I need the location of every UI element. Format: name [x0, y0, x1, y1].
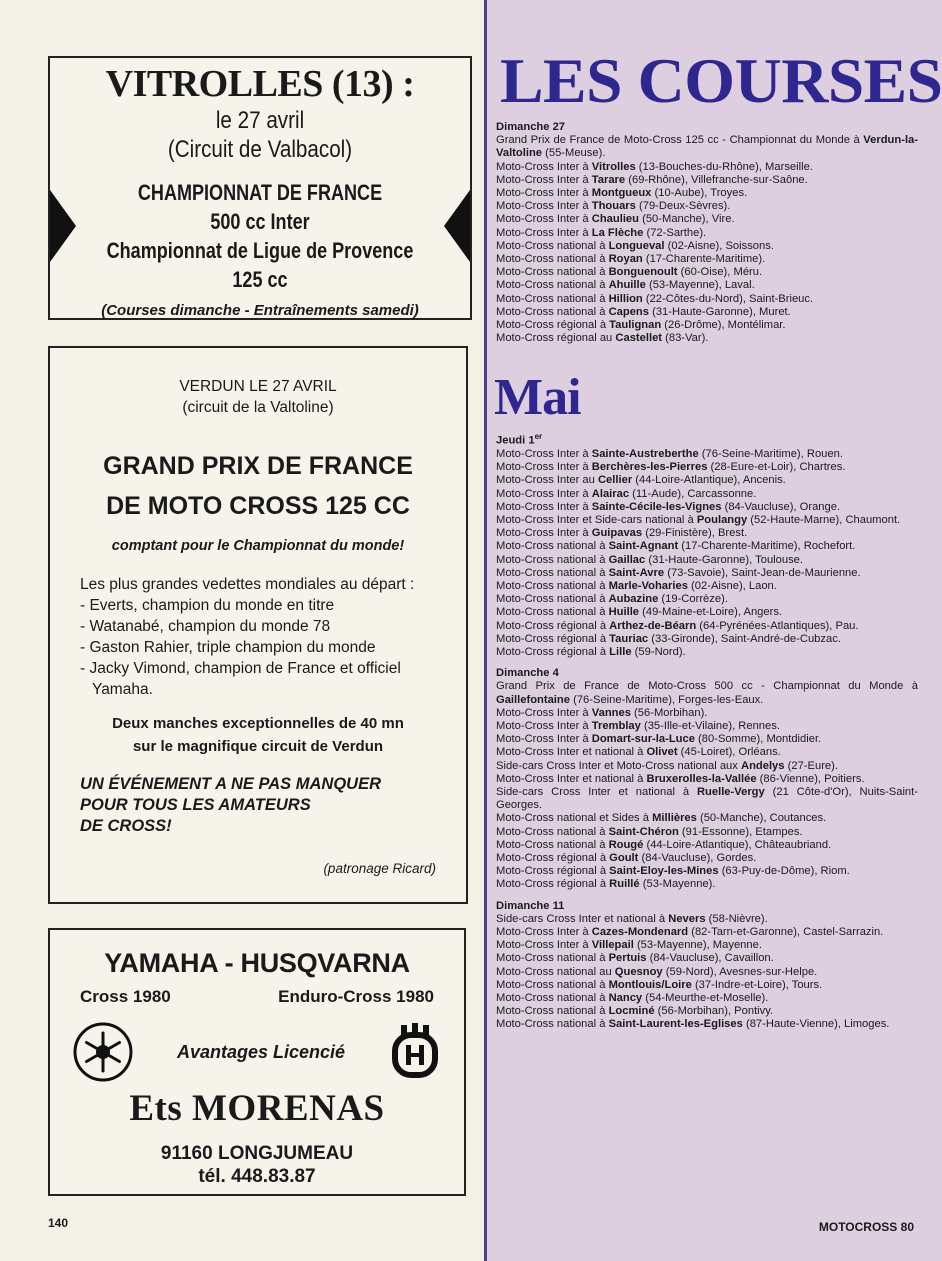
- race-entry: Moto-Cross Inter à Chaulieu (50-Manche), Vire.: [496, 213, 735, 226]
- column-divider: [484, 0, 487, 1261]
- page-title: LES COURSES: [500, 45, 942, 116]
- race-entry: Moto-Cross national à Marle-Voharies (02-Aisne), Laon.: [496, 579, 777, 592]
- race-entry: Moto-Cross Inter à Domart-sur-la-Luce (80-Somme), Montdidier.: [496, 733, 822, 746]
- rider-item: - Gaston Rahier, triple champion du monde: [80, 639, 376, 656]
- race-entry: Moto-Cross Inter à Villepail (53-Mayenne), Mayenne.: [496, 939, 762, 952]
- race-entry: Moto-Cross régional au Castellet (83-Var).: [496, 332, 709, 345]
- yamaha-logo-icon: [72, 1021, 134, 1083]
- race-entry: Moto-Cross Inter au Cellier (44-Loire-Atlantique), Ancenis.: [496, 474, 786, 487]
- race-entry: Moto-Cross Inter à Tarare (69-Rhône), Villefranche-sur-Saône.: [496, 173, 808, 186]
- right-arrow-shape: [444, 190, 470, 262]
- race-entry: Moto-Cross national à Ahuille (53-Mayenne), Laval.: [496, 279, 755, 292]
- race-entry: Moto-Cross Inter à La Flèche (72-Sarthe).: [496, 226, 707, 239]
- ad-verdun-caps1: UN ÉVÉNEMENT A NE PAS MANQUER: [80, 775, 381, 793]
- ad-vitrolles-date: le 27 avril: [215, 107, 305, 134]
- ad-morenas-phone: tél. 448.83.87: [198, 1166, 316, 1187]
- may-race-list: [496, 430, 918, 1032]
- race-entry: Moto-Cross Inter à Thouars (79-Deux-Sèvres).: [496, 200, 731, 213]
- race-entry: Moto-Cross national au Quesnoy (59-Nord), Avesnes-sur-Helpe.: [496, 965, 818, 978]
- race-entry: Moto-Cross Inter et Side-cars national à Poulangy (52-Haute-Marne), Chaumont.: [496, 513, 901, 526]
- magazine-footer: MOTOCROSS 80: [818, 1220, 914, 1234]
- race-entry: Moto-Cross national à Bonguenoult (60-Oise), Méru.: [496, 266, 763, 279]
- race-lines: [496, 448, 918, 659]
- ad-vitrolles-line2: 500 cc Inter: [210, 209, 310, 234]
- race-entry: Moto-Cross régional à Arthez-de-Béarn (64-Pyrénées-Atlantiques), Pau.: [496, 619, 859, 632]
- ad-morenas-cross: Cross 1980: [80, 987, 171, 1006]
- race-entry: Moto-Cross Inter à Sainte-Cécile-les-Vignes (84-Vaucluse), Orange.: [496, 500, 841, 513]
- race-entry: Moto-Cross Inter à Vitrolles (13-Bouches-du-Rhône), Marseille.: [496, 160, 813, 173]
- race-entry: Moto-Cross national à Aubazine (19-Corrèze).: [496, 593, 728, 606]
- race-entry: Moto-Cross national à Pertuis (84-Vaucluse), Cavaillon.: [496, 952, 774, 965]
- page-number: 140: [48, 1216, 69, 1230]
- race-lines: [496, 913, 918, 1032]
- ad-verdun-intro: Les plus grandes vedettes mondiales au départ :: [80, 576, 415, 593]
- section-heading: Dimanche 27: [496, 121, 566, 133]
- race-entry: Moto-Cross Inter et national à Olivet (45-Loiret), Orléans.: [496, 746, 781, 759]
- ad-verdun-bold1: Deux manches exceptionnelles de 40 mn: [112, 715, 404, 732]
- ad-morenas-logos-row: [50, 1021, 464, 1083]
- race-entry: Moto-Cross Inter à Montgueux (10-Aube), Troyes.: [496, 187, 748, 200]
- race-entry: Moto-Cross Inter et national à Bruxerolles-la-Vallée (86-Vienne), Poitiers.: [496, 772, 865, 785]
- race-entry: Moto-Cross national à Gaillac (31-Haute-Garonne), Toulouse.: [496, 553, 804, 566]
- race-entry: Moto-Cross national à Saint-Avre (73-Savoie), Saint-Jean-de-Maurienne.: [496, 566, 861, 579]
- race-entry: Side-cars Cross Inter et Moto-Cross national aux Andelys (27-Eure).: [496, 759, 838, 772]
- race-entry: Moto-Cross Inter à Tremblay (35-Ille-et-Vilaine), Rennes.: [496, 720, 780, 732]
- ad-vitrolles-circuit: (Circuit de Valbacol): [167, 136, 353, 163]
- section-heading-jeudi: Jeudi 1er: [496, 432, 543, 447]
- ad-verdun-caps3: DE CROSS!: [80, 817, 172, 835]
- rider-item: - Everts, champion du monde en titre: [80, 597, 335, 614]
- section-heading: Dimanche 11: [496, 899, 565, 912]
- race-entry: Side-cars Cross Inter et national à Ruelle-Vergy (21 Côte-d'Or), Nuits-Saint-Georges.: [496, 786, 918, 812]
- ad-verdun-patronage: (patronage Ricard): [323, 861, 436, 876]
- race-entry: Moto-Cross national à Nancy (54-Meurthe-et-Moselle).: [496, 992, 769, 1005]
- ad-verdun-head2: DE MOTO CROSS 125 CC: [106, 492, 410, 520]
- ad-verdun-subtitle: comptant pour le Championnat du monde!: [111, 538, 405, 554]
- ad-vitrolles-title: VITROLLES (13) :: [105, 63, 415, 105]
- race-entry: Grand Prix de France de Moto-Cross 500 cc - Championnat du Monde à Gaillefontaine (76-Seine-Maritime), Forges-les-Eaux.: [496, 680, 918, 706]
- race-entry: Moto-Cross régional à Taulignan (26-Drôme), Montélimar.: [496, 319, 786, 332]
- april-race-list: [496, 121, 918, 345]
- race-entry: Moto-Cross national et Sides à Millières (50-Manche), Coutances.: [496, 812, 827, 825]
- ad-verdun-line2: (circuit de la Valtoline): [182, 399, 334, 416]
- race-entry: Moto-Cross régional à Lille (59-Nord).: [496, 645, 686, 658]
- race-entry: Moto-Cross régional à Goult (84-Vaucluse), Gordes.: [496, 852, 757, 865]
- ad-morenas-enduro: Enduro-Cross 1980: [278, 987, 434, 1006]
- race-entry: Moto-Cross Inter à Guipavas (29-Finistère), Brest.: [496, 527, 748, 540]
- race-entry: Moto-Cross national à Capens (31-Haute-Garonne), Muret.: [496, 305, 791, 318]
- left-arrow-shape: [50, 190, 76, 262]
- race-lines: [496, 680, 918, 891]
- race-entry: Moto-Cross national à Hillion (22-Côtes-du-Nord), Saint-Brieuc.: [496, 292, 814, 305]
- race-entry: Moto-Cross national à Saint-Chéron (91-Essonne), Etampes.: [496, 825, 803, 838]
- race-entry: Grand Prix de France de Moto-Cross 125 cc - Championnat du Monde à Verdun-la-Valtoline (55-Meuse).: [496, 134, 918, 160]
- ad-verdun-caps2: POUR TOUS LES AMATEURS: [80, 796, 311, 814]
- race-entry: Moto-Cross Inter à Berchères-les-Pierres (28-Eure-et-Loir), Chartres.: [496, 461, 846, 474]
- race-entry: Moto-Cross Inter à Vannes (56-Morbihan).: [496, 706, 708, 719]
- ad-verdun-riders: [80, 574, 436, 700]
- race-entry: Moto-Cross Inter à Alairac (11-Aude), Carcassonne.: [496, 487, 757, 500]
- race-entry: Moto-Cross national à Saint-Agnant (17-Charente-Maritime), Rochefort.: [496, 540, 856, 553]
- ad-verdun: [48, 346, 468, 904]
- ad-morenas-heading: YAMAHA - HUSQVARNA: [104, 948, 410, 978]
- race-entry: Moto-Cross régional à Saint-Eloy-les-Mines (63-Puy-de-Dôme), Riom.: [496, 865, 850, 878]
- rider-item: - Watanabé, champion du monde 78: [80, 618, 331, 635]
- ad-vitrolles-line1: CHAMPIONNAT DE FRANCE: [137, 180, 383, 205]
- race-entry: Moto-Cross régional à Tauriac (33-Gironde), Saint-André-de-Cubzac.: [496, 632, 841, 645]
- ad-morenas-city: 91160 LONGJUMEAU: [160, 1143, 354, 1164]
- race-entry: Moto-Cross régional à Ruillé (53-Mayenne).: [496, 878, 716, 891]
- rider-item: - Jacky Vimond, champion de France et officiel Yamaha.: [80, 660, 401, 698]
- month-heading: Mai: [494, 369, 581, 426]
- ad-vitrolles-note: (Courses dimanche - Entraînements samedi): [101, 302, 419, 319]
- ad-vitrolles: [48, 56, 472, 320]
- husqvarna-logo-icon: [388, 1021, 442, 1083]
- race-entry: Moto-Cross national à Saint-Laurent-les-Eglises (87-Haute-Vienne), Limoges.: [496, 1018, 890, 1031]
- race-entry: Moto-Cross national à Royan (17-Charente-Maritime).: [496, 253, 766, 266]
- race-entry: Moto-Cross national à Longueval (02-Aisne), Soissons.: [496, 239, 774, 252]
- ad-vitrolles-line3: Championnat de Ligue de Provence: [106, 238, 414, 263]
- ad-verdun-line1: VERDUN LE 27 AVRIL: [179, 378, 337, 395]
- race-entry: Moto-Cross national à Montlouis/Loire (37-Indre-et-Loire), Tours.: [496, 978, 823, 991]
- race-entry: Moto-Cross national à Huille (49-Maine-et-Loire), Angers.: [496, 606, 783, 619]
- race-entry: Moto-Cross Inter à Cazes-Mondenard (82-Tarn-et-Garonne), Castel-Sarrazin.: [496, 926, 884, 939]
- race-entry: Side-cars Cross Inter et national à Nevers (58-Nièvre).: [496, 912, 768, 925]
- ad-verdun-head1: GRAND PRIX DE FRANCE: [103, 452, 413, 480]
- race-entry: Moto-Cross national à Rougé (44-Loire-Atlantique), Châteaubriand.: [496, 838, 832, 851]
- race-entry: Moto-Cross national à Locminé (56-Morbihan), Pontivy.: [496, 1005, 774, 1018]
- ad-verdun-bold2: sur le magnifique circuit de Verdun: [132, 738, 384, 755]
- race-lines: [496, 134, 918, 345]
- section-heading: Dimanche 4: [496, 667, 559, 680]
- race-entry: Moto-Cross Inter à Sainte-Austreberthe (76-Seine-Maritime), Rouen.: [496, 447, 843, 460]
- ad-morenas-company: Ets MORENAS: [129, 1088, 385, 1129]
- ad-morenas: [48, 928, 466, 1196]
- ad-morenas-categories: [50, 987, 464, 1007]
- ad-vitrolles-line4: 125 cc: [232, 267, 288, 292]
- ad-morenas-avantages: Avantages Licencié: [176, 1041, 346, 1062]
